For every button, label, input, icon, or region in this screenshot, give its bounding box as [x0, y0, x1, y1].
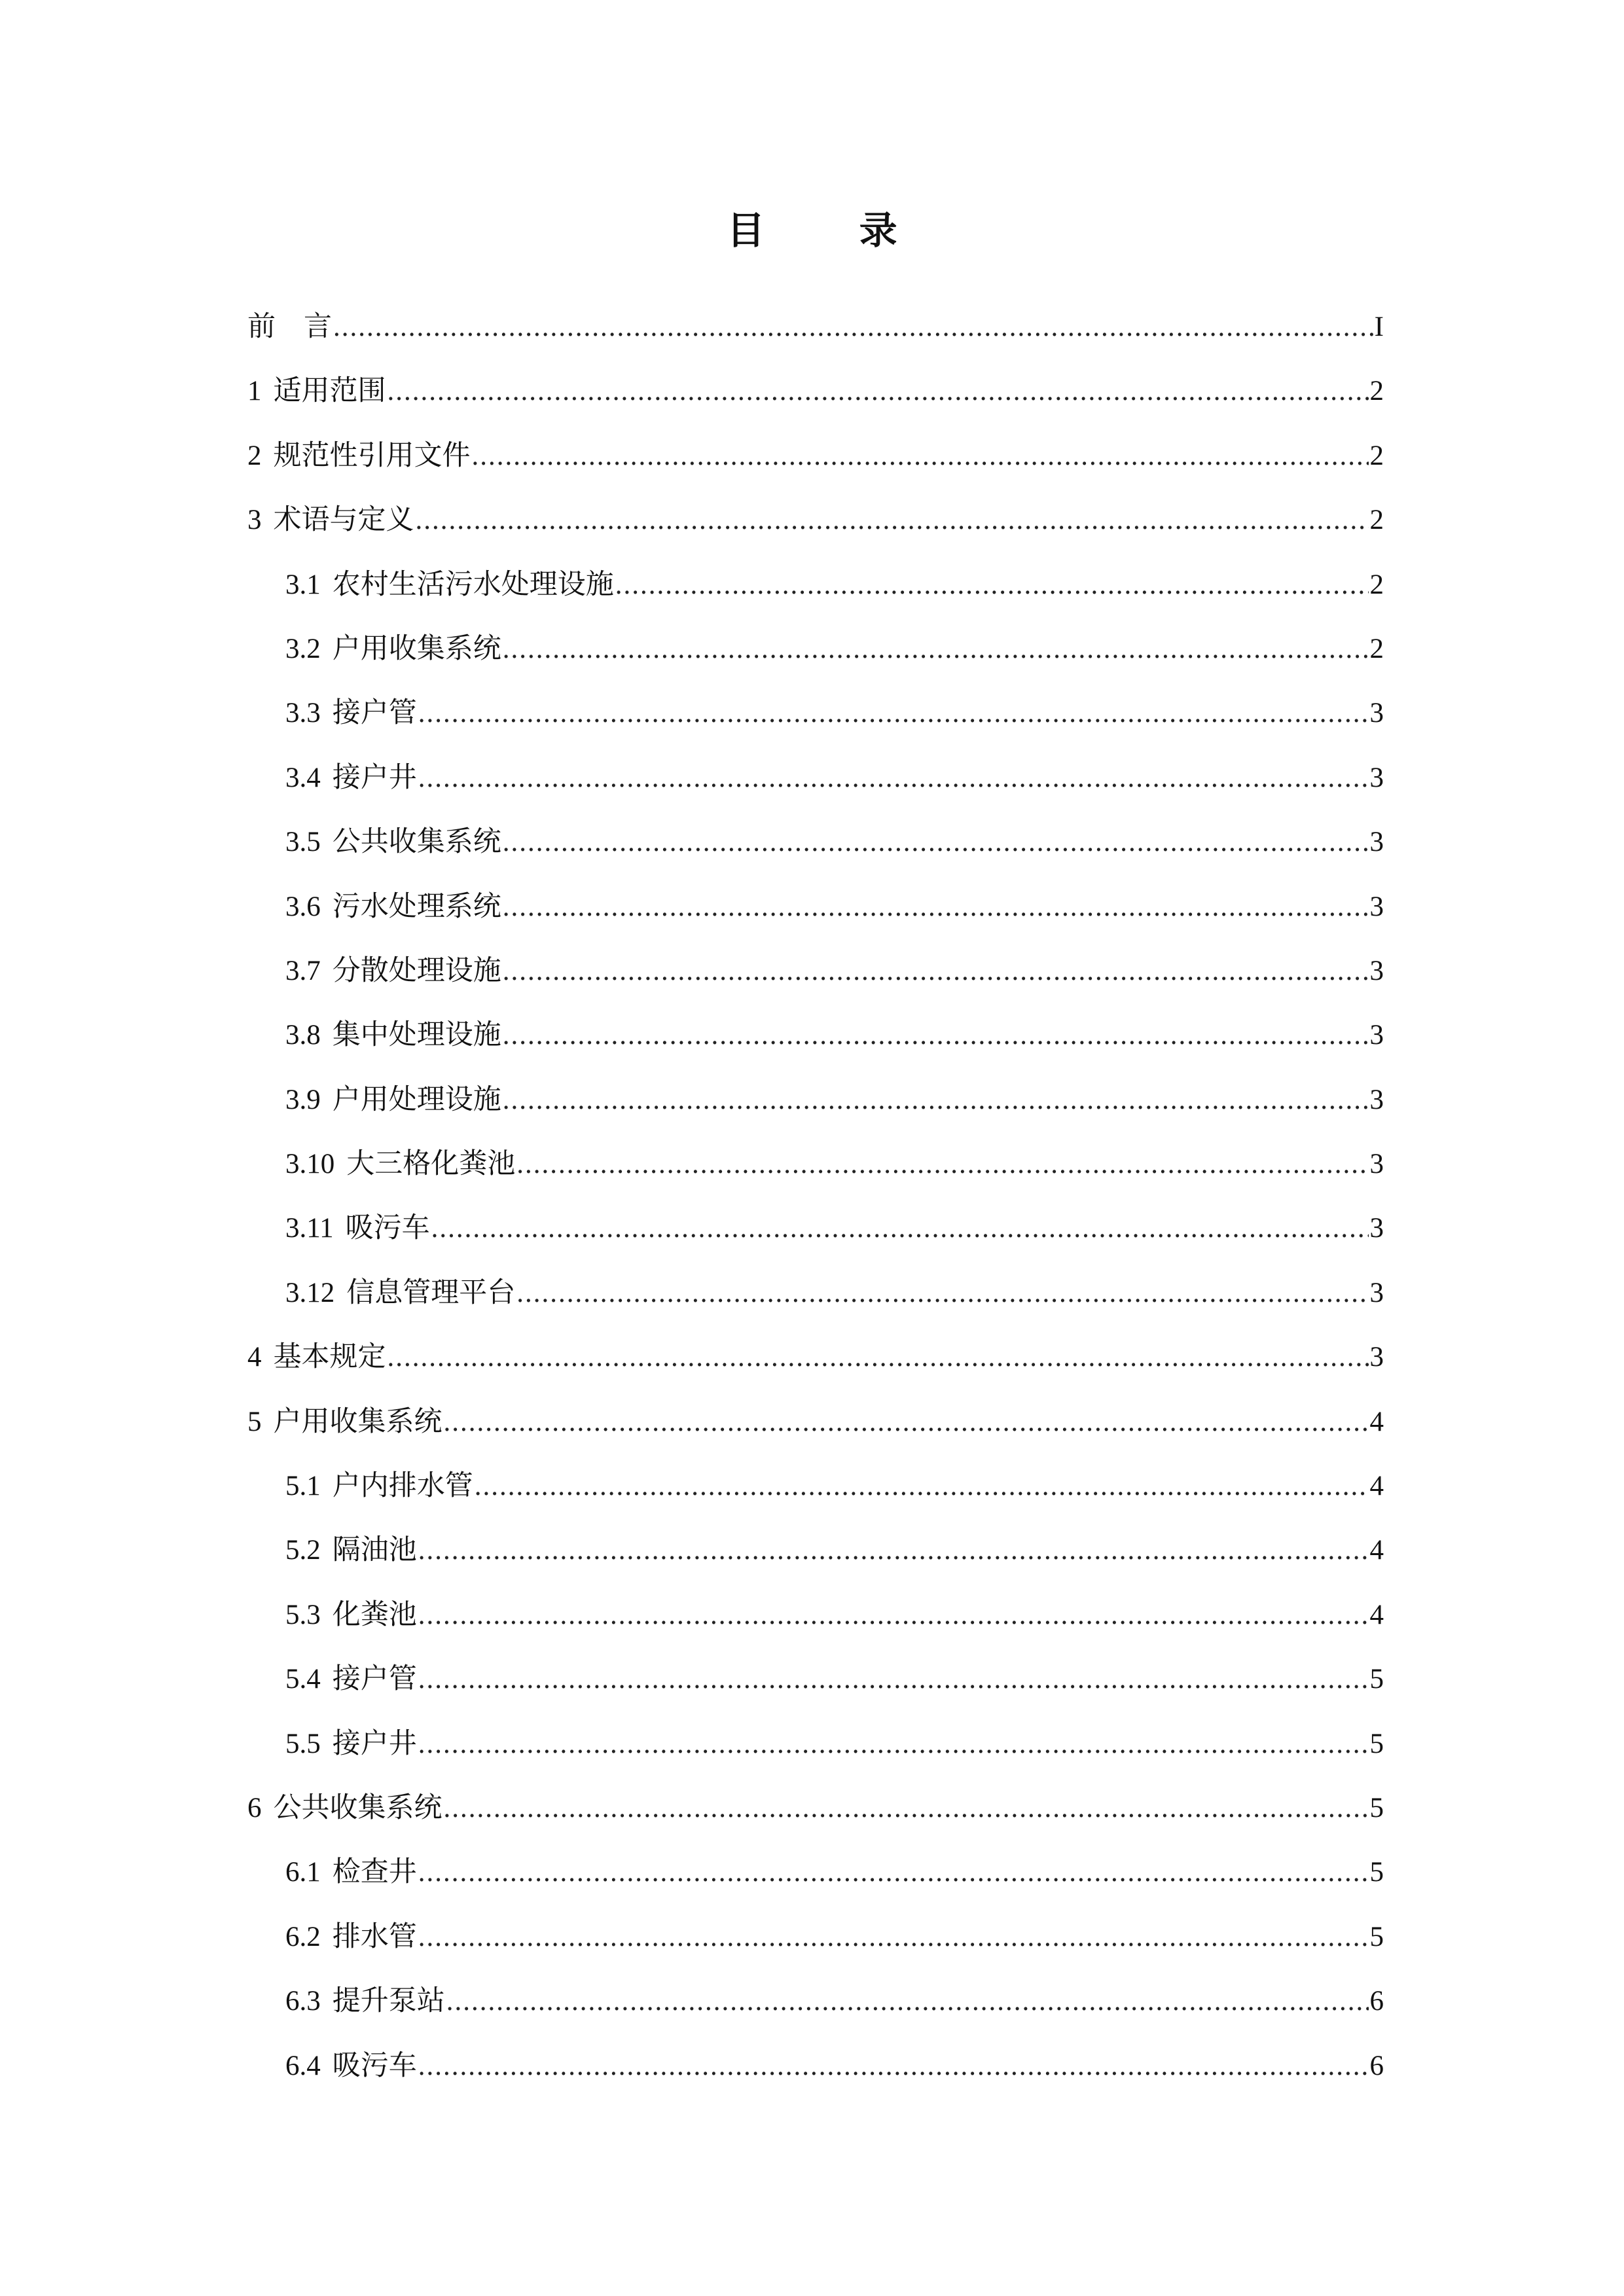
toc-entry-label: 排水管 — [332, 1920, 417, 1953]
toc-entry-number: 3.8 — [285, 1020, 321, 1051]
toc-entry[interactable] — [247, 1132, 1384, 1196]
toc-entry[interactable] — [247, 874, 1384, 939]
toc-entry-number: 4 — [247, 1342, 262, 1373]
toc-dot-leader — [418, 1647, 1369, 1712]
toc-entry[interactable] — [247, 1067, 1384, 1132]
toc-entry-number: 6.1 — [285, 1857, 321, 1888]
toc-dot-leader — [388, 1325, 1369, 1390]
toc-entry-page-number: 3 — [1369, 1084, 1384, 1115]
toc-dot-leader — [418, 1518, 1369, 1583]
toc-entry-number: 3.12 — [285, 1277, 335, 1308]
toc-dot-leader — [418, 746, 1369, 810]
toc-dot-leader — [444, 1776, 1369, 1840]
toc-entry-label: 检查井 — [332, 1856, 417, 1889]
toc-dot-leader — [418, 681, 1369, 745]
toc-dot-leader — [503, 810, 1369, 874]
toc-entry[interactable] — [247, 1518, 1384, 1582]
toc-entry[interactable] — [247, 1003, 1384, 1067]
toc-entry-number: 6 — [247, 1792, 262, 1823]
toc-entry-page-number: 6 — [1369, 2050, 1384, 2081]
toc-entry-number: 3.2 — [285, 633, 321, 664]
toc-entry-label: 适用范围 — [273, 374, 386, 408]
toc-entry-number: 5.3 — [285, 1599, 321, 1630]
toc-entry-page-number: 3 — [1369, 1020, 1384, 1051]
toc-entry-label: 术语与定义 — [273, 503, 414, 537]
toc-dot-leader — [418, 1712, 1369, 1776]
toc-entry-label: 户用收集系统 — [273, 1405, 442, 1438]
toc-entry-label: 规范性引用文件 — [273, 439, 471, 472]
toc-entry[interactable] — [247, 810, 1384, 874]
toc-entry-page-number: 4 — [1369, 1406, 1384, 1437]
toc-entry-label: 提升泵站 — [332, 1984, 445, 2018]
toc-entry-page-number: 3 — [1369, 1277, 1384, 1308]
toc-entry-label: 前 言 — [247, 310, 332, 343]
toc-entry[interactable] — [247, 1196, 1384, 1260]
toc-entry-page-number: 5 — [1369, 1921, 1384, 1952]
toc-entry-label: 信息管理平台 — [346, 1276, 516, 1309]
toc-entry-number: 3.1 — [285, 569, 321, 600]
toc-entry-page-number: 2 — [1369, 440, 1384, 471]
toc-entry[interactable] — [247, 1647, 1384, 1711]
toc-entry-label: 公共收集系统 — [332, 825, 501, 859]
toc-entry-label: 户内排水管 — [332, 1469, 473, 1503]
toc-entry-page-number: 4 — [1369, 1599, 1384, 1630]
toc-entry[interactable] — [247, 745, 1384, 810]
toc-entry-number: 3 — [247, 505, 262, 536]
toc-dot-leader — [418, 1840, 1369, 1905]
table-of-contents — [247, 295, 1384, 2098]
toc-entry-page-number: 5 — [1369, 1857, 1384, 1888]
toc-entry-number: 6.4 — [285, 2050, 321, 2081]
toc-entry[interactable] — [247, 939, 1384, 1003]
toc-entry-page-number: 3 — [1369, 1149, 1384, 1180]
toc-entry-page-number: 3 — [1369, 955, 1384, 986]
toc-entry-label: 接户井 — [332, 761, 417, 794]
toc-entry[interactable] — [247, 681, 1384, 745]
toc-dot-leader — [503, 875, 1369, 939]
toc-dot-leader — [444, 1390, 1369, 1454]
toc-entry[interactable] — [247, 423, 1384, 488]
toc-entry-page-number: 3 — [1369, 1342, 1384, 1373]
toc-entry-label: 污水处理系统 — [332, 889, 501, 923]
toc-entry-label: 公共收集系统 — [273, 1791, 442, 1824]
toc-entry-label: 户用处理设施 — [332, 1083, 501, 1116]
toc-entry[interactable] — [247, 359, 1384, 423]
toc-entry-page-number: I — [1374, 312, 1384, 342]
toc-dot-leader — [503, 1068, 1369, 1132]
toc-entry[interactable] — [247, 1583, 1384, 1647]
toc-entry-number: 5.5 — [285, 1728, 321, 1759]
toc-entry-label: 大三格化粪池 — [346, 1147, 516, 1181]
toc-entry-page-number: 4 — [1369, 1535, 1384, 1566]
toc-dot-leader — [431, 1196, 1369, 1261]
toc-entry-number: 3.10 — [285, 1149, 335, 1180]
toc-entry-label: 农村生活污水处理设施 — [332, 567, 614, 601]
toc-entry[interactable] — [247, 1840, 1384, 1904]
toc-entry-number: 3.6 — [285, 891, 321, 922]
toc-entry-label: 户用收集系统 — [332, 632, 501, 665]
toc-entry-label: 化粪池 — [332, 1598, 417, 1631]
toc-dot-leader — [503, 1003, 1369, 1067]
toc-dot-leader — [475, 1454, 1369, 1518]
toc-dot-leader — [516, 1132, 1368, 1196]
toc-dot-leader — [516, 1261, 1368, 1325]
toc-entry-number: 5 — [247, 1406, 262, 1437]
toc-entry-label: 集中处理设施 — [332, 1018, 501, 1052]
toc-entry-page-number: 2 — [1369, 569, 1384, 600]
toc-entry-label: 隔油池 — [332, 1534, 417, 1567]
toc-entry-number: 5.2 — [285, 1535, 321, 1566]
toc-entry-number: 3.5 — [285, 827, 321, 858]
toc-dot-leader — [388, 359, 1369, 423]
toc-entry-number: 3.9 — [285, 1084, 321, 1115]
toc-dot-leader — [615, 553, 1369, 617]
toc-entry-page-number: 2 — [1369, 376, 1384, 407]
toc-dot-leader — [416, 488, 1369, 552]
toc-entry-number: 1 — [247, 376, 262, 407]
toc-entry[interactable] — [247, 1712, 1384, 1776]
toc-dot-leader — [418, 1583, 1369, 1647]
toc-entry[interactable] — [247, 1325, 1384, 1389]
toc-entry[interactable] — [247, 1454, 1384, 1518]
toc-entry-label: 基本规定 — [273, 1340, 386, 1374]
toc-entry-page-number: 2 — [1369, 633, 1384, 664]
toc-entry-page-number: 2 — [1369, 505, 1384, 536]
toc-entry[interactable] — [247, 488, 1384, 552]
toc-dot-leader — [503, 617, 1369, 681]
toc-dot-leader — [333, 295, 1373, 359]
toc-entry-label: 分散处理设施 — [332, 954, 501, 987]
toc-dot-leader — [446, 1969, 1369, 2034]
toc-entry-label: 接户井 — [332, 1727, 417, 1760]
toc-dot-leader — [418, 1905, 1369, 1969]
page-title: 目 录 — [727, 208, 938, 253]
toc-entry[interactable] — [247, 552, 1384, 617]
toc-entry[interactable] — [247, 1261, 1384, 1325]
toc-entry-page-number: 6 — [1369, 1986, 1384, 2017]
toc-entry-page-number: 5 — [1369, 1728, 1384, 1759]
toc-entry-page-number: 3 — [1369, 762, 1384, 793]
toc-entry[interactable] — [247, 1776, 1384, 1840]
toc-entry[interactable] — [247, 1905, 1384, 1969]
toc-entry-number: 3.11 — [285, 1213, 334, 1244]
toc-entry-number: 3.7 — [285, 955, 321, 986]
toc-entry-label: 吸污车 — [332, 2049, 417, 2082]
toc-entry-page-number: 3 — [1369, 827, 1384, 858]
toc-entry-number: 3.3 — [285, 698, 321, 729]
toc-entry-page-number: 3 — [1369, 1213, 1384, 1244]
toc-entry-page-number: 4 — [1369, 1471, 1384, 1502]
toc-entry-label: 接户管 — [332, 1662, 417, 1696]
toc-entry-number: 6.3 — [285, 1986, 321, 2017]
toc-dot-leader — [418, 2034, 1369, 2098]
toc-entry[interactable] — [247, 1390, 1384, 1454]
toc-entry-page-number: 5 — [1369, 1664, 1384, 1695]
toc-dot-leader — [503, 939, 1369, 1003]
toc-entry-label: 吸污车 — [345, 1211, 430, 1245]
toc-entry-label: 接户管 — [332, 696, 417, 730]
toc-entry-number: 5.1 — [285, 1471, 321, 1502]
toc-entry-number: 5.4 — [285, 1664, 321, 1695]
toc-entry[interactable] — [247, 617, 1384, 681]
toc-entry[interactable] — [247, 1969, 1384, 2033]
toc-entry-number: 6.2 — [285, 1921, 321, 1952]
toc-entry[interactable] — [247, 295, 1384, 359]
toc-entry[interactable] — [247, 2034, 1384, 2098]
toc-dot-leader — [472, 424, 1369, 488]
toc-entry-page-number: 3 — [1369, 891, 1384, 922]
toc-entry-number: 3.4 — [285, 762, 321, 793]
toc-entry-page-number: 3 — [1369, 698, 1384, 729]
toc-entry-page-number: 5 — [1369, 1792, 1384, 1823]
toc-entry-number: 2 — [247, 440, 262, 471]
